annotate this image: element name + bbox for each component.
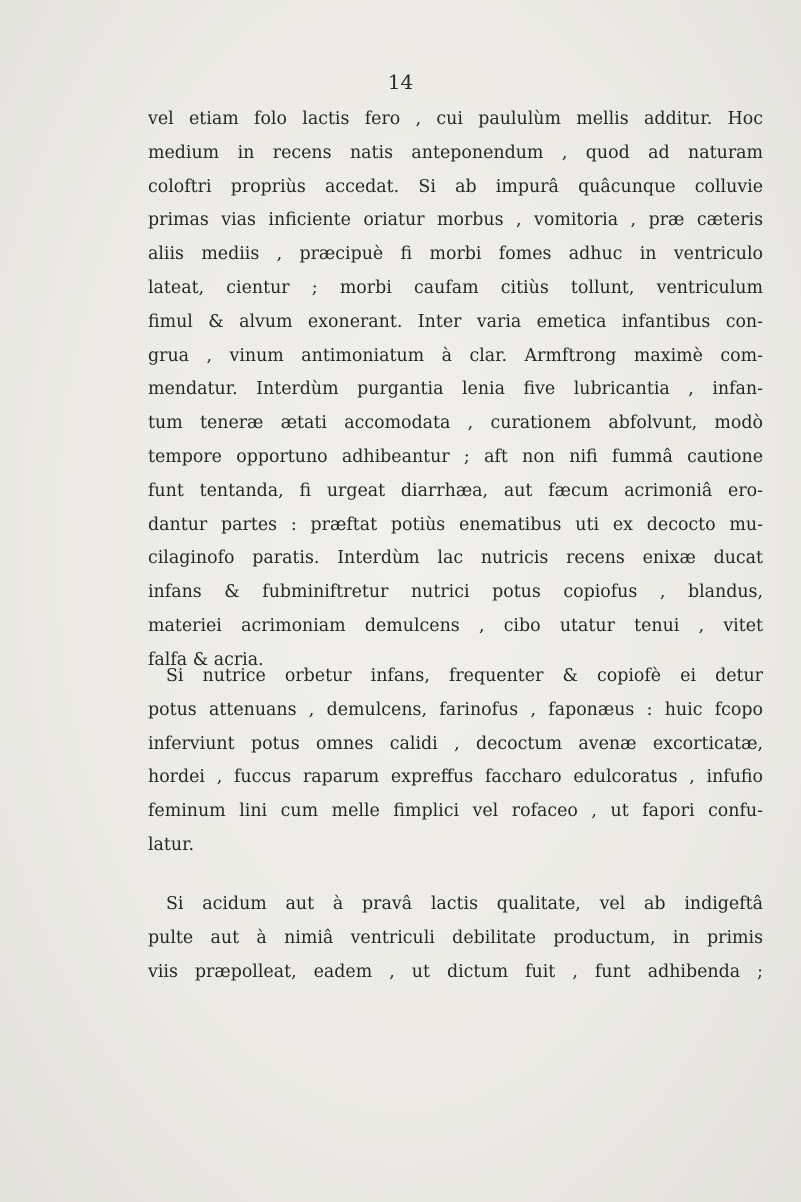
text-line: aliis mediis , præcipuè fi morbi fomes adhuc in ventriculo: [148, 244, 763, 265]
text-line: coloftri propriùs accedat. Si ab impurâ quâcunque colluvie: [148, 176, 763, 197]
text-line: viis præpolleat, eadem , ut dictum fuit , funt adhibenda ;: [148, 961, 763, 982]
text-line: tum teneræ ætati accomodata , curationem abfolvunt, modò: [148, 413, 763, 434]
paragraph-3: [148, 888, 763, 989]
text-line: Si nutrice orbetur infans, frequenter & copiofè ei detur: [166, 666, 763, 686]
text-line: funt tentanda, fi urgeat diarrhæa, aut fæcum acrimoniâ ero-: [148, 480, 763, 501]
text-line: tempore opportuno adhibeantur ; aft non nifi fummâ cautione: [148, 446, 763, 467]
text-line: hordei , fuccus raparum expreffus faccharo edulcoratus , infufio: [148, 767, 763, 788]
text-line: feminum lini cum melle fimplici vel rofaceo , ut fapori confu-: [148, 801, 763, 822]
text-line: grua , vinum antimoniatum à clar. Armftrong maximè com-: [148, 345, 763, 366]
text-line: infans & fubminiftretur nutrici potus copiofus , blandus,: [148, 582, 763, 603]
text-line: fimul & alvum exonerant. Inter varia emetica infantibus con-: [148, 311, 763, 332]
text-line: lateat, cientur ; morbi caufam citiùs tollunt, ventriculum: [148, 277, 763, 298]
text-line: medium in recens natis anteponendum , quod ad naturam: [148, 142, 763, 163]
text-line: vel etiam folo lactis fero , cui paululùm mellis additur. Hoc: [148, 109, 763, 129]
text-line: materiei acrimoniam demulcens , cibo utatur tenui , vitet: [148, 615, 763, 636]
text-line: inferviunt potus omnes calidi , decoctum avenæ excorticatæ,: [148, 733, 763, 754]
text-line: mendatur. Interdùm purgantia lenia five lubricantia , infan-: [148, 379, 763, 400]
paragraph-1: [148, 103, 763, 678]
paragraph-2: [148, 660, 763, 863]
text-line: pulte aut à nimiâ ventriculi debilitate productum, in primis: [148, 927, 763, 948]
text-line: potus attenuans , demulcens, farinofus , faponæus : huic fcopo: [148, 699, 763, 720]
text-line: falfa & acria.: [148, 649, 264, 670]
text-line: primas vias inficiente oriatur morbus , vomitoria , præ cæteris: [148, 210, 763, 231]
text-line: dantur partes : præftat potiùs enematibus uti ex decocto mu-: [148, 514, 763, 535]
text-line: latur.: [148, 834, 195, 855]
page-number: 14: [387, 70, 414, 94]
text-line: cilaginofo paratis. Interdùm lac nutricis recens enixæ ducat: [148, 548, 763, 569]
text-line: Si acidum aut à pravâ lactis qualitate, vel ab indigeftâ: [166, 894, 763, 914]
